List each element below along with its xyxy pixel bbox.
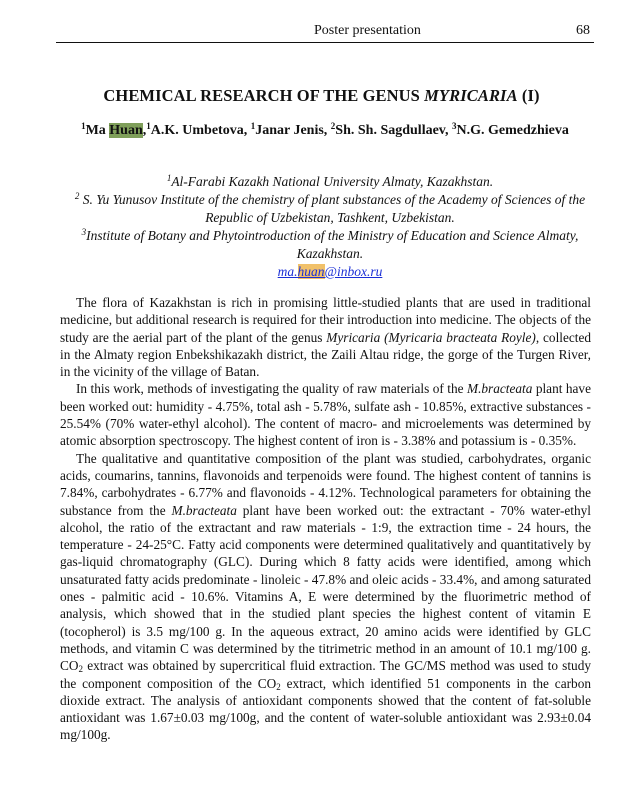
paragraph [60,450,591,744]
email-link[interactable] [278,264,383,279]
email-highlight: huan [297,264,325,279]
text: extract, which identified 51 components in the carbon dioxide extract. The analysis of antioxidant components showed that the content of fat-soluble antioxidant was 1.67±0.03 mg/100g, and the content of water-soluble antioxidant was 2.93±0.04 mg/100g. [60,675,591,743]
author-list [80,121,570,141]
affiliation-text: Al-Farabi Kazakh National University Almaty, Kazakhstan. [171,174,494,189]
text: The flora of Kazakhstan is rich in promising little-studied plants that are used in traditional medicine, but additional research is required for their introduction into medicine. The objects of the study are the aerial part of the plant of the genus [60,295,591,345]
text: extract was obtained by supercritical fluid extraction. The GC/MS method was used to study the component composition of the CO [60,658,591,691]
text: The qualitative and quantitative composition of the plant was studied, carbohydrates, organic acids, coumarins, tannins, flavonoids and terpenoids were found. The highest content of tannins is 7.84%, carbohydrates - 6.77% and flavonoids - 4.12%. Technological parameters for obtaining the substance from the [60,450,591,518]
paragraph [60,294,591,380]
highlighted-author-name: Huan [109,123,143,138]
author-name: Ma [85,123,110,138]
email-part: @inbox.ru [324,264,383,279]
author-sup: 1 [250,121,256,131]
text: plant have been worked out: humidity - 4.75%, total ash - 5.78%, sulfate ash - 10.85%, extractive substances - 25.54% (70% water-ethyl alcohol). The content of macro- and microelements was determined by atomic absorption spectroscopy. The highest content of iron is - 3.38% and potassium is - 0.35%. [60,381,591,449]
subscript: 2 [276,681,281,692]
affiliation-sup: 1 [166,173,172,183]
author-name: N.G. Gemedzhieva [456,123,569,138]
affiliation-sup: 3 [81,227,87,237]
page-header [56,20,594,43]
author-sup: 1 [81,121,86,131]
species-name: M.bracteata [171,502,237,518]
affiliation-text: S. Yu Yunusov Institute of the chemistry of plant substances of the Academy of Sciences of the Republic of Uzbekistan, Tashkent, Uzbekistan. [79,192,586,225]
author-name: Sh. Sh. Sagdullaev [335,123,446,138]
affiliation [70,191,590,227]
abstract-body [60,294,591,744]
author-sup: 3 [452,121,457,131]
page-number: 68 [576,23,590,38]
paper-title [0,86,643,106]
subscript: 2 [78,664,83,675]
author-name: A.K. Umbetova [150,123,244,138]
text: , collected in the Almaty region Enbekshikazakh district, the Zaili Altau ridge, the gorge of the Turgen River, in the vicinity of the village of Batan. [60,329,592,380]
affiliation-text: Institute of Botany and Phytointroduction of the Ministry of Education and Science Almaty, Kazakhstan. [86,228,579,261]
author-sup: 2 [330,121,336,131]
email-part: ma. [277,264,298,279]
affiliation [70,173,590,191]
author-sep: , [142,123,147,138]
section-label: Poster presentation [314,23,421,38]
author-name: Janar Jenis [255,123,324,138]
affiliation-sup: 2 [74,191,80,201]
affiliation [70,227,590,263]
author-sep: , [243,123,251,138]
author-sep: , [323,123,331,138]
species-name: M.bracteata [467,381,533,397]
title-genus: MYRICARIA [424,86,518,105]
title-text: CHEMICAL RESEARCH OF THE GENUS [103,86,425,105]
species-name: Myricaria (Myricaria bracteata Royle) [326,329,536,345]
author-sup: 1 [146,121,151,131]
affiliations [70,173,590,281]
text: plant have been worked out: the extractant - 70% water-ethyl alcohol, the ratio of the extractant and raw materials - 1:9, the extraction time - 24 hours, the temperature - 24-25°C. Fatty acid components were determined qualitatively and quantitatively by gas-liquid chromatography (GLC). During which 8 fatty acids were identified, among which unsaturated fatty acids predominate - linoleic - 47.8% and oleic acids - 33.4%, and among saturated ones - palmitic acid - 10.6%. Vitamins A, E were determined by the fluorimetric method of analysis, which showed that in the studied plant species the highest content of vitamin E (tocopherol) is 3.5 mg/100 g. In the aqueous extract, 20 amino acids were identified by GLC methods, and vitamin C was determined by the titrimetric method in an amount of 10.1 mg/100 g. CO [60,502,591,674]
title-suffix: (I) [517,86,540,105]
paragraph [60,380,591,449]
text: In this work, methods of investigating the quality of raw materials of the [76,381,467,397]
author-sep: , [445,123,453,138]
